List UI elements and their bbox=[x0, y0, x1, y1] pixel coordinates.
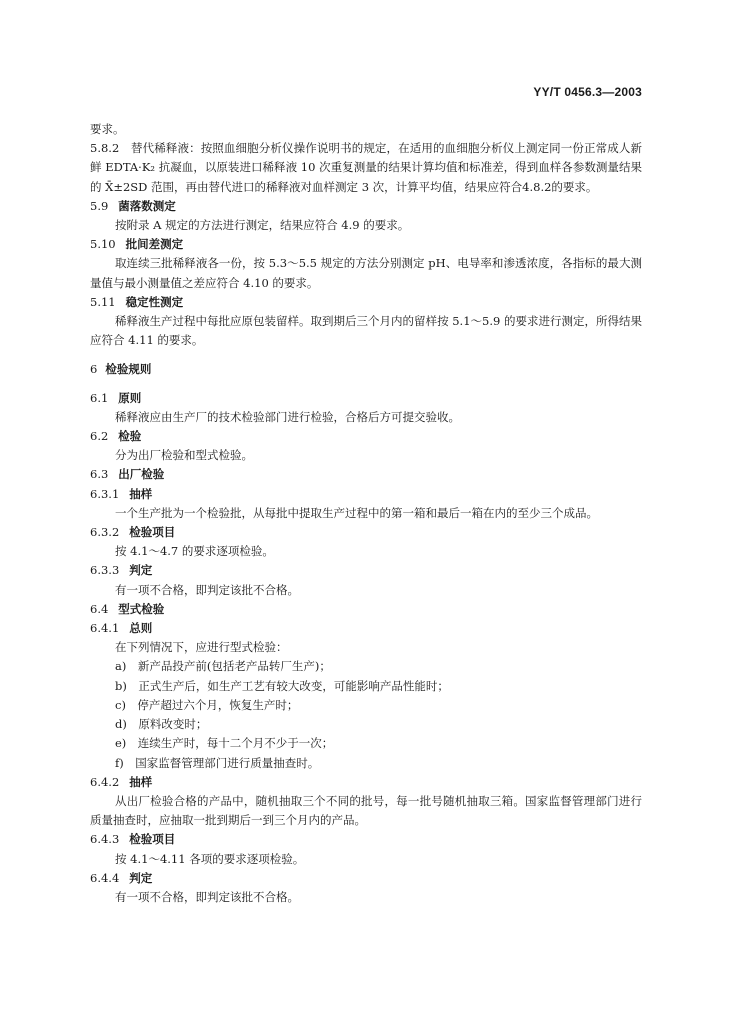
paragraph: 要求。 bbox=[90, 122, 125, 136]
paragraph: 稀释液应由生产厂的技术检验部门进行检验，合格后方可提交验收。 bbox=[115, 409, 460, 424]
section-number: 6.3.1 bbox=[90, 486, 120, 501]
section-title: 判定 bbox=[129, 563, 153, 578]
section-number: 6.4.4 bbox=[90, 870, 120, 885]
section-heading bbox=[90, 427, 642, 446]
standard-code: YY/T 0456.3—2003 bbox=[533, 85, 642, 99]
list-item: b) 正式生产后，如生产工艺有较大改变，可能影响产品性能时； bbox=[115, 678, 449, 693]
paragraph: 按 4.1～4.11 各项的要求逐项检验。 bbox=[115, 851, 305, 866]
list-item: d) 原料改变时； bbox=[115, 717, 208, 732]
paragraph: 按 4.1～4.7 的要求逐项检验。 bbox=[115, 544, 274, 559]
section-number: 6.4.1 bbox=[90, 621, 120, 636]
paragraph: 分为出厂检验和型式检验。 bbox=[115, 448, 253, 463]
section-title: 抽样 bbox=[129, 774, 153, 789]
section-number: 6.2 bbox=[90, 429, 109, 444]
section-number: 6.3 bbox=[90, 467, 109, 482]
paragraph: 按附录 A 规定的方法进行测定，结果应符合 4.9 的要求。 bbox=[115, 218, 410, 233]
paragraph: 有一项不合格，即判定该批不合格。 bbox=[115, 889, 299, 904]
section-heading bbox=[90, 600, 642, 619]
section-number: 5.9 bbox=[90, 198, 109, 213]
document-body bbox=[90, 120, 642, 907]
section-title: 抽样 bbox=[129, 486, 153, 501]
section-heading bbox=[90, 869, 642, 888]
section-title: 检验 bbox=[118, 429, 142, 444]
section-heading bbox=[90, 485, 642, 504]
paragraph: 取连续三批稀释液各一份，按 5.3～5.5 规定的方法分别测定 pH、电导率和渗透浓度，各指标的最大测量值与最小测量值之差应符合 4.10 的要求。 bbox=[90, 256, 642, 290]
section-heading bbox=[90, 619, 642, 638]
section-heading bbox=[90, 235, 642, 254]
section-title: 原则 bbox=[118, 390, 142, 405]
section-number: 6.1 bbox=[90, 390, 109, 405]
section-heading bbox=[90, 561, 642, 580]
section-title: 检验规则 bbox=[105, 362, 152, 377]
section-number: 6.4.2 bbox=[90, 774, 120, 789]
paragraph: 稀释液生产过程中每批应原包装留样。取到期后三个月内的留样按 5.1～5.9 的要求进行测定，所得结果应符合 4.11 的要求。 bbox=[90, 314, 642, 348]
section-title: 检验项目 bbox=[129, 832, 176, 847]
section-number: 6.3.2 bbox=[90, 525, 120, 540]
section-title: 总则 bbox=[129, 621, 153, 636]
section-number: 6.4 bbox=[90, 601, 109, 616]
list-item: f) 国家监督管理部门进行质量抽查时。 bbox=[115, 755, 320, 770]
section-number: 5.10 bbox=[90, 237, 116, 252]
section-title: 检验项目 bbox=[129, 525, 176, 540]
section-heading bbox=[90, 830, 642, 849]
section-heading bbox=[90, 465, 642, 484]
paragraph: 一个生产批为一个检验批，从每批中提取生产过程中的第一箱和最后一箱在内的至少三个成品。 bbox=[115, 505, 598, 520]
section-heading bbox=[90, 389, 642, 408]
section-heading bbox=[90, 773, 642, 792]
section-title: 判定 bbox=[129, 870, 153, 885]
section-title: 出厂检验 bbox=[118, 467, 165, 482]
list-item: e) 连续生产时，每十二个月不少于一次； bbox=[115, 736, 334, 751]
section-heading bbox=[90, 293, 642, 312]
paragraph: 在下列情况下，应进行型式检验： bbox=[115, 640, 288, 655]
chapter-heading bbox=[90, 360, 642, 379]
section-heading bbox=[90, 197, 642, 216]
section-title: 稳定性测定 bbox=[125, 294, 184, 309]
list-item: a) 新产品投产前(包括老产品转厂生产)； bbox=[115, 659, 331, 674]
list-item: c) 停产超过六个月，恢复生产时； bbox=[115, 697, 299, 712]
section-number: 6 bbox=[90, 362, 98, 377]
section-number: 5.11 bbox=[90, 294, 116, 309]
paragraph: 5.8.2 替代稀释液：按照血细胞分析仪操作说明书的规定，在适用的血细胞分析仪上测定同一份正常成人新鲜 EDTA·K₂ 抗凝血，以原装进口稀释液 10 次重复测量的结果计算均值和标准差，得到血样各参数测量结果的 X̄±2SD 范围，再由替代进口的稀释液对血样测定 3 次，计算平均值，结果应符合4.8.2的要求。 bbox=[90, 141, 642, 194]
section-title: 菌落数测定 bbox=[118, 198, 176, 213]
section-number: 6.4.3 bbox=[90, 832, 120, 847]
section-number: 6.3.3 bbox=[90, 563, 120, 578]
section-heading bbox=[90, 523, 642, 542]
paragraph: 有一项不合格，即判定该批不合格。 bbox=[115, 582, 299, 597]
section-title: 批间差测定 bbox=[125, 237, 184, 252]
section-title: 型式检验 bbox=[118, 601, 165, 616]
paragraph: 从出厂检验合格的产品中，随机抽取三个不同的批号，每一批号随机抽取三箱。国家监督管理部门进行质量抽查时，应抽取一批到期后一到三个月内的产品。 bbox=[90, 793, 642, 828]
